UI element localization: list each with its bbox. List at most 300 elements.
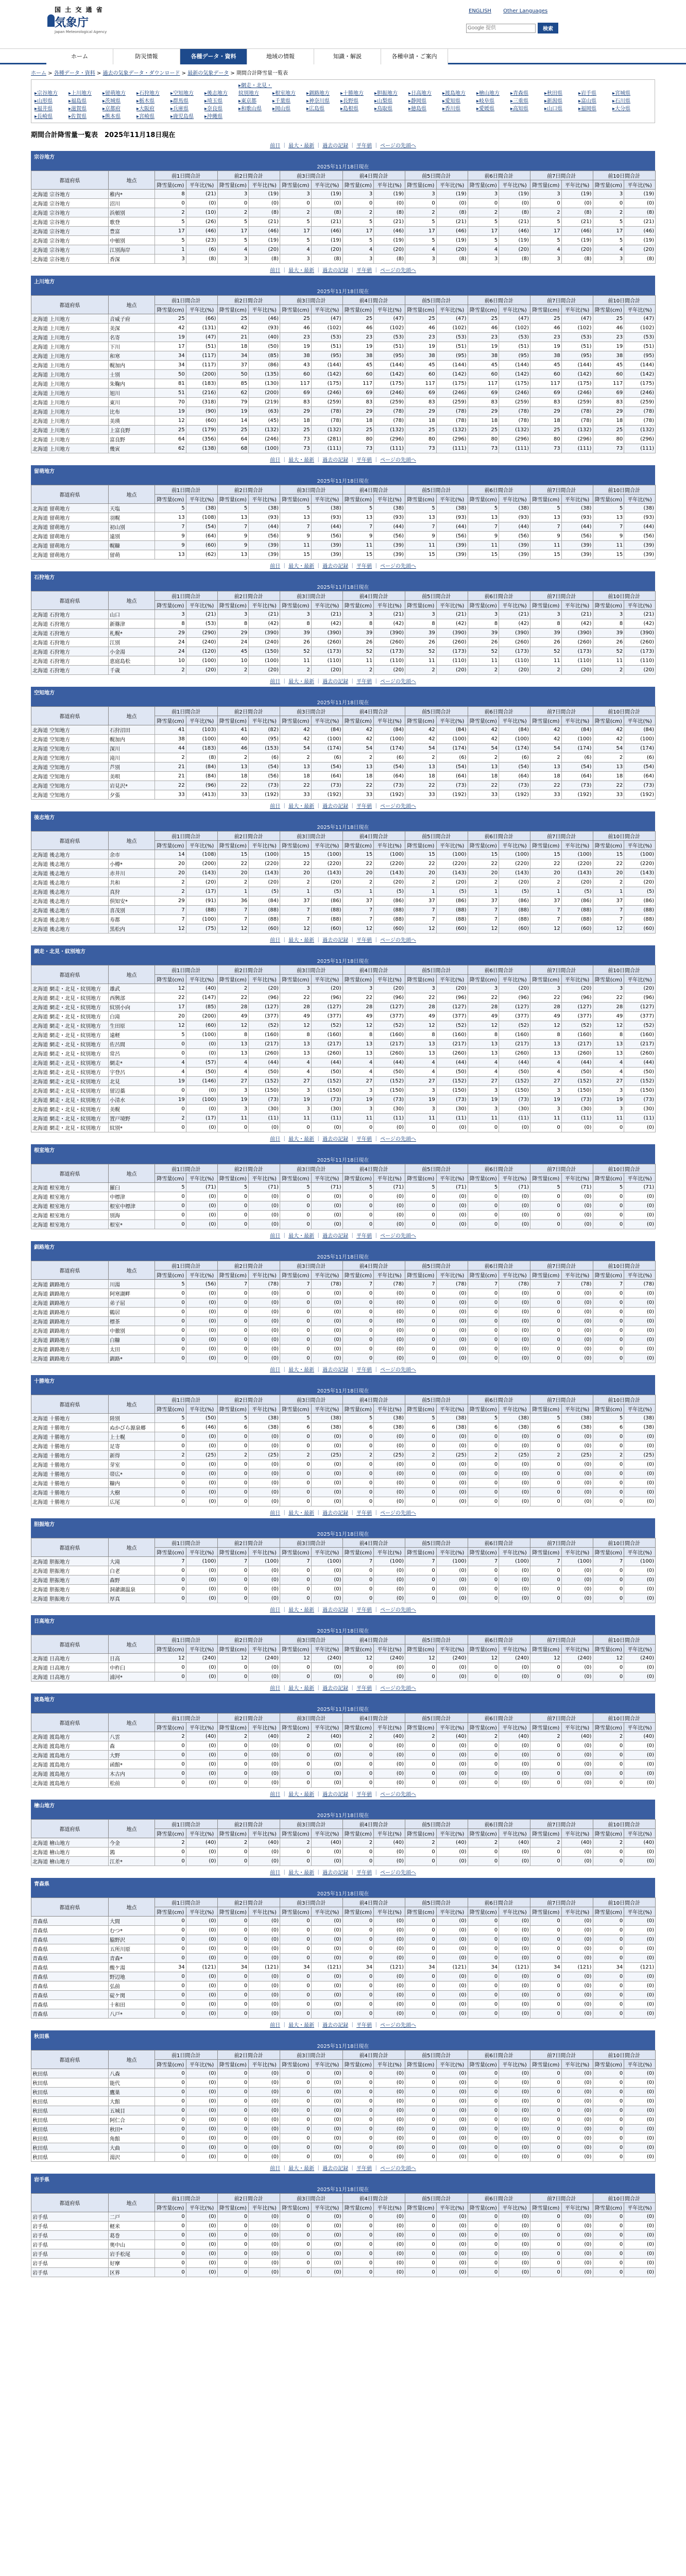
point-cell[interactable]: 千歳 bbox=[109, 666, 155, 675]
section-nav-link[interactable]: 最大・最新 bbox=[288, 2023, 315, 2028]
section-nav-link[interactable]: 平年値 bbox=[356, 564, 372, 569]
section-nav-link[interactable]: 最大・最新 bbox=[288, 1233, 315, 1239]
section-nav-link[interactable]: 過去の記録 bbox=[322, 1870, 349, 1876]
section-nav-link[interactable]: 平年値 bbox=[356, 1607, 372, 1613]
point-cell[interactable]: 角館 bbox=[109, 2134, 155, 2143]
region-link[interactable]: ▸長野県 bbox=[340, 98, 359, 104]
point-cell[interactable]: 天塩 bbox=[109, 504, 155, 513]
nav-item-1[interactable]: 防災情報 bbox=[113, 49, 180, 64]
section-nav-link[interactable]: 最大・最新 bbox=[288, 457, 315, 463]
breadcrumb-item[interactable]: 各種データ・資料 bbox=[54, 71, 95, 76]
point-cell[interactable]: 幌加内 bbox=[109, 361, 155, 370]
point-cell[interactable]: 八森 bbox=[109, 2069, 155, 2078]
region-link[interactable]: ▸栃木県 bbox=[136, 98, 155, 104]
section-nav-link[interactable]: 最大・最新 bbox=[288, 1137, 315, 1142]
point-cell[interactable]: 中標津 bbox=[109, 1192, 155, 1201]
section-nav-link[interactable]: 過去の記録 bbox=[322, 1511, 349, 1516]
nav-item-3[interactable]: 地域の情報 bbox=[247, 49, 314, 64]
section-nav-link[interactable]: 前日 bbox=[270, 1511, 281, 1516]
section-nav-link[interactable]: 平年値 bbox=[356, 2023, 372, 2028]
section-nav-link[interactable]: 前日 bbox=[270, 268, 281, 274]
region-link[interactable]: ▸山口県 bbox=[544, 106, 563, 112]
region-link[interactable]: ▸鹿児島県 bbox=[170, 114, 194, 120]
point-cell[interactable]: 岩手松尾 bbox=[109, 2249, 155, 2259]
point-cell[interactable]: 中徹別 bbox=[109, 1326, 155, 1335]
point-cell[interactable]: 美唄 bbox=[109, 772, 155, 781]
section-nav-link[interactable]: 前日 bbox=[270, 564, 281, 569]
point-cell[interactable]: 五所川原 bbox=[109, 1944, 155, 1954]
point-cell[interactable]: 寿都 bbox=[109, 915, 155, 924]
section-nav-link[interactable]: 過去の記録 bbox=[322, 1367, 349, 1373]
point-cell[interactable]: 旭川 bbox=[109, 388, 155, 398]
section-nav-link[interactable]: 過去の記録 bbox=[322, 1686, 349, 1691]
point-cell[interactable]: 江別 bbox=[109, 638, 155, 647]
point-cell[interactable]: 稚内* bbox=[109, 190, 155, 199]
point-cell[interactable]: 下川 bbox=[109, 342, 155, 351]
point-cell[interactable]: 大樹 bbox=[109, 1488, 155, 1497]
point-cell[interactable]: むつ* bbox=[109, 1926, 155, 1935]
search-button[interactable]: 検索 bbox=[538, 23, 558, 33]
point-cell[interactable]: 浦河* bbox=[109, 1672, 155, 1682]
section-nav-link[interactable]: 前日 bbox=[270, 1367, 281, 1373]
point-cell[interactable]: 大野 bbox=[109, 1751, 155, 1760]
region-link[interactable]: ▸宗谷地方 bbox=[35, 91, 58, 96]
point-cell[interactable]: 川湯 bbox=[109, 1280, 155, 1289]
point-cell[interactable]: 真狩 bbox=[109, 887, 155, 896]
point-cell[interactable]: 佐呂間 bbox=[109, 1040, 155, 1049]
point-cell[interactable]: 白糠 bbox=[109, 1335, 155, 1345]
point-cell[interactable]: 和寒 bbox=[109, 351, 155, 361]
region-link[interactable]: ▸山梨県 bbox=[374, 98, 393, 104]
region-link[interactable]: ▸岐阜県 bbox=[476, 98, 495, 104]
region-link[interactable]: ▸静岡県 bbox=[408, 98, 427, 104]
point-cell[interactable]: 初山別 bbox=[109, 522, 155, 532]
point-cell[interactable]: 酸ケ湯 bbox=[109, 1963, 155, 1972]
section-nav-link[interactable]: ページの先頭へ bbox=[380, 1870, 416, 1876]
point-cell[interactable]: 赤井川 bbox=[109, 869, 155, 878]
region-link[interactable]: ▸根室地方 bbox=[272, 91, 296, 96]
point-cell[interactable]: 網走* bbox=[109, 1058, 155, 1067]
section-nav-link[interactable]: ページの先頭へ bbox=[380, 1137, 416, 1142]
point-cell[interactable]: 石狩沼田 bbox=[109, 725, 155, 735]
point-cell[interactable]: 八雲 bbox=[109, 1732, 155, 1741]
region-link[interactable]: ▸日高地方 bbox=[408, 91, 432, 96]
section-nav-link[interactable]: 最大・最新 bbox=[288, 679, 315, 685]
section-nav-link[interactable]: 過去の記録 bbox=[322, 1792, 349, 1798]
point-cell[interactable]: 夕張 bbox=[109, 790, 155, 800]
region-link[interactable]: ▸秋田県 bbox=[544, 91, 563, 96]
region-link[interactable]: ▸後志地方 bbox=[204, 91, 228, 96]
point-cell[interactable]: 八戸* bbox=[109, 2009, 155, 2019]
point-cell[interactable]: 奥中山 bbox=[109, 2240, 155, 2249]
breadcrumb-item[interactable]: ホーム bbox=[31, 71, 46, 76]
region-link[interactable]: ▸愛媛県 bbox=[476, 106, 495, 112]
region-link[interactable]: ▸佐賀県 bbox=[68, 114, 87, 120]
region-link[interactable]: ▸山形県 bbox=[35, 98, 53, 104]
region-link[interactable]: ▸岩手県 bbox=[578, 91, 597, 96]
search-input[interactable] bbox=[466, 24, 536, 33]
nav-item-4[interactable]: 知識・解説 bbox=[314, 49, 381, 64]
point-cell[interactable]: 東川 bbox=[109, 398, 155, 407]
point-cell[interactable]: 弘前 bbox=[109, 1981, 155, 1991]
point-cell[interactable]: 留辺蘂 bbox=[109, 1086, 155, 1095]
section-nav-link[interactable]: 最大・最新 bbox=[288, 1870, 315, 1876]
nav-item-0[interactable]: ホーム bbox=[46, 49, 113, 64]
section-nav-link[interactable]: 過去の記録 bbox=[322, 143, 349, 149]
section-nav-link[interactable]: 過去の記録 bbox=[322, 679, 349, 685]
section-nav-link[interactable]: ページの先頭へ bbox=[380, 679, 416, 685]
region-link[interactable]: ▸島根県 bbox=[340, 106, 359, 112]
point-cell[interactable]: 秋田* bbox=[109, 2125, 155, 2134]
section-nav-link[interactable]: 平年値 bbox=[356, 1367, 372, 1373]
region-link[interactable]: ▸鳥取県 bbox=[374, 106, 393, 112]
region-link[interactable]: ▸茨城県 bbox=[102, 98, 121, 104]
point-cell[interactable]: 音威子府 bbox=[109, 314, 155, 324]
region-link[interactable]: ▸埼玉県 bbox=[204, 98, 223, 104]
section-nav-link[interactable]: 最大・最新 bbox=[288, 1792, 315, 1798]
point-cell[interactable]: 太田 bbox=[109, 1345, 155, 1354]
agency-logo[interactable] bbox=[47, 5, 119, 32]
point-cell[interactable]: 日高 bbox=[109, 1654, 155, 1663]
region-link[interactable]: ▸釧路地方 bbox=[306, 91, 330, 96]
point-cell[interactable]: 歌登 bbox=[109, 217, 155, 227]
region-link[interactable]: ▸滋賀県 bbox=[68, 106, 87, 112]
section-nav-link[interactable]: 前日 bbox=[270, 1607, 281, 1613]
region-link[interactable]: ▸石川県 bbox=[612, 98, 631, 104]
point-cell[interactable]: 根室* bbox=[109, 1220, 155, 1229]
point-cell[interactable]: 常呂 bbox=[109, 1049, 155, 1058]
region-link[interactable]: ▸京都府 bbox=[102, 106, 121, 112]
point-cell[interactable]: 富良野 bbox=[109, 435, 155, 444]
region-link[interactable]: ▸高知県 bbox=[510, 106, 529, 112]
region-link[interactable]: ▸愛知県 bbox=[442, 98, 461, 104]
point-cell[interactable]: 碇ケ関 bbox=[109, 1991, 155, 2000]
section-nav-link[interactable]: 過去の記録 bbox=[322, 938, 349, 943]
region-link[interactable]: ▸大分県 bbox=[612, 106, 631, 112]
point-cell[interactable]: 白老 bbox=[109, 1566, 155, 1575]
section-nav-link[interactable]: 過去の記録 bbox=[322, 1607, 349, 1613]
point-cell[interactable]: 幌糠 bbox=[109, 541, 155, 550]
section-nav-link[interactable]: 最大・最新 bbox=[288, 268, 315, 274]
point-cell[interactable]: 士別 bbox=[109, 370, 155, 379]
region-link[interactable]: ▸富山県 bbox=[578, 98, 597, 104]
region-link[interactable]: ▸福井県 bbox=[35, 106, 53, 112]
point-cell[interactable]: 葛巻 bbox=[109, 2231, 155, 2240]
section-nav-link[interactable]: 平年値 bbox=[356, 804, 372, 809]
point-cell[interactable]: 羽幌 bbox=[109, 513, 155, 522]
point-cell[interactable]: 大館 bbox=[109, 2097, 155, 2106]
point-cell[interactable]: 標茶 bbox=[109, 1317, 155, 1326]
section-nav-link[interactable]: 前日 bbox=[270, 1137, 281, 1142]
point-cell[interactable]: 遠別 bbox=[109, 532, 155, 541]
point-cell[interactable]: 朱鞠内 bbox=[109, 379, 155, 388]
section-nav-link[interactable]: 最大・最新 bbox=[288, 1686, 315, 1691]
point-cell[interactable]: 糠内 bbox=[109, 1479, 155, 1488]
section-nav-link[interactable]: 過去の記録 bbox=[322, 1137, 349, 1142]
point-cell[interactable]: 中頓別 bbox=[109, 236, 155, 245]
section-nav-link[interactable]: 過去の記録 bbox=[322, 457, 349, 463]
nav-item-5[interactable]: 各種申請・ご案内 bbox=[381, 49, 448, 64]
amount-cell: 0 bbox=[405, 1751, 437, 1760]
section-nav-link[interactable]: 平年値 bbox=[356, 1870, 372, 1876]
point-cell[interactable]: 倶知安* bbox=[109, 896, 155, 906]
point-cell[interactable]: 共和 bbox=[109, 878, 155, 887]
section-nav-link[interactable]: 前日 bbox=[270, 1792, 281, 1798]
point-cell[interactable]: 生田原 bbox=[109, 1021, 155, 1030]
point-cell[interactable]: 上士幌 bbox=[109, 1432, 155, 1442]
section-nav-link[interactable]: ページの先頭へ bbox=[380, 1607, 416, 1613]
point-cell[interactable]: 根室中標津 bbox=[109, 1201, 155, 1211]
point-cell[interactable]: 留萌 bbox=[109, 550, 155, 560]
region-link[interactable]: ▸沖縄県 bbox=[204, 114, 223, 120]
point-cell[interactable]: 芦別 bbox=[109, 762, 155, 772]
section-nav-link[interactable]: 過去の記録 bbox=[322, 1233, 349, 1239]
region-link[interactable]: ▸広島県 bbox=[306, 106, 325, 112]
section-nav-link[interactable]: 過去の記録 bbox=[322, 2166, 349, 2172]
point-cell[interactable]: 大間 bbox=[109, 1917, 155, 1926]
point-cell[interactable]: 山口 bbox=[109, 610, 155, 619]
section-nav-link[interactable]: 平年値 bbox=[356, 1511, 372, 1516]
region-link[interactable]: ▸石狩地方 bbox=[136, 91, 160, 96]
point-cell[interactable]: 青森* bbox=[109, 1954, 155, 1963]
point-cell[interactable]: 札幌* bbox=[109, 629, 155, 638]
point-cell[interactable]: 豊富 bbox=[109, 227, 155, 236]
section-nav-link[interactable]: 平年値 bbox=[356, 2166, 372, 2172]
point-cell[interactable]: 十和田 bbox=[109, 2000, 155, 2009]
point-cell[interactable]: 浜頓別 bbox=[109, 208, 155, 217]
point-cell[interactable]: 好摩 bbox=[109, 2259, 155, 2268]
point-cell[interactable]: 森 bbox=[109, 1741, 155, 1751]
point-cell[interactable]: 小樽* bbox=[109, 859, 155, 869]
point-cell[interactable]: 今金 bbox=[109, 1838, 155, 1848]
section-nav-link[interactable]: 最大・最新 bbox=[288, 1367, 315, 1373]
region-link[interactable]: ▸網走・北見・紋別地方 bbox=[238, 83, 272, 96]
section-nav-link[interactable]: 最大・最新 bbox=[288, 938, 315, 943]
section-nav-link[interactable]: ページの先頭へ bbox=[380, 1792, 416, 1798]
region-link[interactable]: ▸千葉県 bbox=[272, 98, 291, 104]
point-cell[interactable]: 鶉 bbox=[109, 1848, 155, 1857]
point-cell[interactable]: 香深 bbox=[109, 255, 155, 264]
section-nav-link[interactable]: 最大・最新 bbox=[288, 143, 315, 149]
region-link[interactable]: ▸長崎県 bbox=[35, 114, 53, 120]
point-cell[interactable]: 美幌 bbox=[109, 1105, 155, 1114]
point-cell[interactable]: 恵庭島松 bbox=[109, 656, 155, 666]
section-nav-link[interactable]: ページの先頭へ bbox=[380, 143, 416, 149]
point-cell[interactable]: 比布 bbox=[109, 407, 155, 416]
point-cell[interactable]: 木古内 bbox=[109, 1769, 155, 1778]
section-nav-link[interactable]: 前日 bbox=[270, 143, 281, 149]
section-nav-link[interactable]: 過去の記録 bbox=[322, 268, 349, 274]
point-cell[interactable]: 新篠津 bbox=[109, 619, 155, 629]
point-cell[interactable]: 喜茂別 bbox=[109, 906, 155, 915]
section-nav-link[interactable]: 最大・最新 bbox=[288, 564, 315, 569]
region-link[interactable]: ▸新潟県 bbox=[544, 98, 563, 104]
point-cell[interactable]: 厚真 bbox=[109, 1594, 155, 1603]
section-nav-link[interactable]: 平年値 bbox=[356, 1792, 372, 1798]
section-nav-link[interactable]: 前日 bbox=[270, 1686, 281, 1691]
point-cell[interactable]: 新得 bbox=[109, 1451, 155, 1460]
point-cell[interactable]: 置戸境野 bbox=[109, 1114, 155, 1123]
region-link[interactable]: ▸大阪府 bbox=[136, 106, 155, 112]
point-cell[interactable]: 美瑛 bbox=[109, 416, 155, 426]
point-cell[interactable]: 帯広* bbox=[109, 1469, 155, 1479]
section-nav-link[interactable]: ページの先頭へ bbox=[380, 1367, 416, 1373]
section-nav-link[interactable]: 前日 bbox=[270, 938, 281, 943]
point-cell[interactable]: 函館* bbox=[109, 1760, 155, 1769]
section-nav-link[interactable]: 最大・最新 bbox=[288, 804, 315, 809]
region-link[interactable]: ▸東京都 bbox=[238, 98, 257, 104]
point-cell[interactable]: 江別海岸 bbox=[109, 245, 155, 255]
point-cell[interactable]: 小金湯 bbox=[109, 647, 155, 656]
section-nav-link[interactable]: 平年値 bbox=[356, 1686, 372, 1691]
point-cell[interactable]: 能代 bbox=[109, 2078, 155, 2088]
section-nav-link[interactable]: ページの先頭へ bbox=[380, 804, 416, 809]
section-nav-link[interactable]: 前日 bbox=[270, 457, 281, 463]
point-cell[interactable]: 滝川 bbox=[109, 753, 155, 762]
region-link[interactable]: ▸上川地方 bbox=[68, 91, 92, 96]
region-link[interactable]: ▸群馬県 bbox=[170, 98, 189, 104]
section-nav-link[interactable]: 最大・最新 bbox=[288, 1607, 315, 1613]
point-cell[interactable]: 鶴居 bbox=[109, 1308, 155, 1317]
point-cell[interactable]: 上富良野 bbox=[109, 426, 155, 435]
section-nav-link[interactable]: 前日 bbox=[270, 1870, 281, 1876]
point-cell[interactable]: 名寄 bbox=[109, 333, 155, 342]
section-nav-link[interactable]: 平年値 bbox=[356, 268, 372, 274]
point-cell[interactable]: 陸別 bbox=[109, 1414, 155, 1423]
point-cell[interactable]: 弟子屈 bbox=[109, 1298, 155, 1308]
section-nav-link[interactable]: ページの先頭へ bbox=[380, 564, 416, 569]
point-cell[interactable]: 余市 bbox=[109, 850, 155, 859]
point-cell[interactable]: ぬかびら源泉郷 bbox=[109, 1423, 155, 1432]
section-nav-link[interactable]: ページの先頭へ bbox=[380, 2166, 416, 2172]
region-link[interactable]: ▸空知地方 bbox=[170, 91, 194, 96]
region-link[interactable]: ▸檜山地方 bbox=[476, 91, 500, 96]
point-cell[interactable]: 足寄 bbox=[109, 1442, 155, 1451]
section-nav-link[interactable]: ページの先頭へ bbox=[380, 1686, 416, 1691]
amount-cell: 0 bbox=[405, 2115, 437, 2125]
breadcrumb-item[interactable]: 過去の気象データ・ダウンロード bbox=[102, 71, 180, 76]
section-nav-link[interactable]: 最大・最新 bbox=[288, 1511, 315, 1516]
region-link[interactable]: ▸青森県 bbox=[510, 91, 529, 96]
section-nav-link[interactable]: ページの先頭へ bbox=[380, 457, 416, 463]
point-cell[interactable]: 五城目 bbox=[109, 2106, 155, 2115]
region-link[interactable]: ▸福岡県 bbox=[578, 106, 597, 112]
region-link[interactable]: ▸胆振地方 bbox=[374, 91, 398, 96]
point-cell[interactable]: 江差* bbox=[109, 1857, 155, 1866]
point-cell[interactable]: 別海 bbox=[109, 1211, 155, 1220]
point-cell[interactable]: 軽米 bbox=[109, 2222, 155, 2231]
point-cell[interactable]: 森野 bbox=[109, 1575, 155, 1585]
point-cell[interactable]: 二戸 bbox=[109, 2212, 155, 2222]
section-nav-link[interactable]: ページの先頭へ bbox=[380, 268, 416, 274]
point-cell[interactable]: 岩見沢* bbox=[109, 781, 155, 790]
point-cell[interactable]: 小清水 bbox=[109, 1095, 155, 1105]
point-cell[interactable]: 広尾 bbox=[109, 1497, 155, 1506]
point-cell[interactable]: 中杵臼 bbox=[109, 1663, 155, 1672]
point-cell[interactable]: 大曲 bbox=[109, 2143, 155, 2153]
section-nav-link[interactable]: ページの先頭へ bbox=[380, 2023, 416, 2028]
region-link[interactable]: ▸三重県 bbox=[510, 98, 529, 104]
region-link[interactable]: ▸神奈川県 bbox=[306, 98, 330, 104]
point-cell[interactable]: 鷹巣 bbox=[109, 2088, 155, 2097]
region-link[interactable]: ▸徳島県 bbox=[408, 106, 427, 112]
section-nav-link[interactable]: 平年値 bbox=[356, 457, 372, 463]
section-nav-link[interactable]: 前日 bbox=[270, 804, 281, 809]
point-cell[interactable]: 沼川 bbox=[109, 199, 155, 208]
point-cell[interactable]: 釧路* bbox=[109, 1354, 155, 1363]
region-link[interactable]: ▸熊本県 bbox=[102, 114, 121, 120]
section-nav-link[interactable]: 平年値 bbox=[356, 1137, 372, 1142]
breadcrumb-item[interactable]: 最新の気象データ bbox=[187, 71, 229, 76]
section-nav-link[interactable]: 過去の記録 bbox=[322, 564, 349, 569]
point-cell[interactable]: 阿仁合 bbox=[109, 2115, 155, 2125]
point-cell[interactable]: 白滝 bbox=[109, 1012, 155, 1021]
point-cell[interactable]: 紋別小向 bbox=[109, 1003, 155, 1012]
section-nav-link[interactable]: ページの先頭へ bbox=[380, 938, 416, 943]
region-link[interactable]: ▸十勝地方 bbox=[340, 91, 364, 96]
point-cell[interactable]: 湯沢 bbox=[109, 2153, 155, 2162]
section-nav-link[interactable]: 過去の記録 bbox=[322, 804, 349, 809]
region-link[interactable]: ▸宮城県 bbox=[612, 91, 631, 96]
region-link[interactable]: ▸香川県 bbox=[442, 106, 461, 112]
section-nav-link[interactable]: 過去の記録 bbox=[322, 2023, 349, 2028]
region-link[interactable]: ▸留萌地方 bbox=[102, 91, 126, 96]
region-link[interactable]: ▸兵庫県 bbox=[170, 106, 189, 112]
point-cell[interactable]: 黒松内 bbox=[109, 924, 155, 934]
point-cell[interactable]: 宇登呂 bbox=[109, 1067, 155, 1077]
section-nav-link[interactable]: 最大・最新 bbox=[288, 2166, 315, 2172]
region-link[interactable]: ▸宮崎県 bbox=[136, 114, 155, 120]
section-nav-link[interactable]: 前日 bbox=[270, 1233, 281, 1239]
region-link[interactable]: ▸福島県 bbox=[68, 98, 87, 104]
section-nav-link[interactable]: 前日 bbox=[270, 2023, 281, 2028]
point-cell[interactable]: 美深 bbox=[109, 324, 155, 333]
section-nav-link[interactable]: 平年値 bbox=[356, 938, 372, 943]
point-cell[interactable]: 洞爺湖温泉 bbox=[109, 1585, 155, 1594]
point-cell[interactable]: 大滝 bbox=[109, 1557, 155, 1566]
english-link[interactable]: ENGLISH bbox=[469, 8, 491, 14]
region-link[interactable]: ▸和歌山県 bbox=[238, 106, 262, 112]
point-cell[interactable]: 幾寅 bbox=[109, 444, 155, 453]
point-cell[interactable]: 北見 bbox=[109, 1077, 155, 1086]
point-cell[interactable]: 羅臼 bbox=[109, 1183, 155, 1192]
point-cell[interactable]: 芽室 bbox=[109, 1460, 155, 1469]
section-nav-link[interactable]: ページの先頭へ bbox=[380, 1511, 416, 1516]
point-cell[interactable]: 脇野沢 bbox=[109, 1935, 155, 1944]
point-cell[interactable]: 幌加内 bbox=[109, 735, 155, 744]
section-nav-link[interactable]: 平年値 bbox=[356, 1233, 372, 1239]
section-nav-link[interactable]: 前日 bbox=[270, 2166, 281, 2172]
region-link[interactable]: ▸奈良県 bbox=[204, 106, 223, 112]
point-cell[interactable]: 野辺地 bbox=[109, 1972, 155, 1981]
point-cell[interactable]: 阿寒湖畔 bbox=[109, 1289, 155, 1298]
section-nav-link[interactable]: 前日 bbox=[270, 679, 281, 685]
point-cell[interactable]: 松前 bbox=[109, 1778, 155, 1788]
nav-item-2[interactable]: 各種データ・資料 bbox=[180, 49, 247, 64]
section-nav-link[interactable]: 平年値 bbox=[356, 143, 372, 149]
point-cell[interactable]: 紋別* bbox=[109, 1123, 155, 1132]
section-nav-link[interactable]: ページの先頭へ bbox=[380, 1233, 416, 1239]
region-link[interactable]: ▸岡山県 bbox=[272, 106, 291, 112]
point-cell[interactable]: 西興部 bbox=[109, 993, 155, 1003]
point-cell[interactable]: 雄武 bbox=[109, 984, 155, 993]
point-cell[interactable]: 遠軽 bbox=[109, 1030, 155, 1040]
region-link[interactable]: ▸渡島地方 bbox=[442, 91, 466, 96]
point-cell[interactable]: 深川 bbox=[109, 744, 155, 753]
point-cell[interactable]: 区界 bbox=[109, 2268, 155, 2277]
section-nav-link[interactable]: 平年値 bbox=[356, 679, 372, 685]
other-languages-link[interactable]: Other Languages bbox=[503, 8, 548, 14]
